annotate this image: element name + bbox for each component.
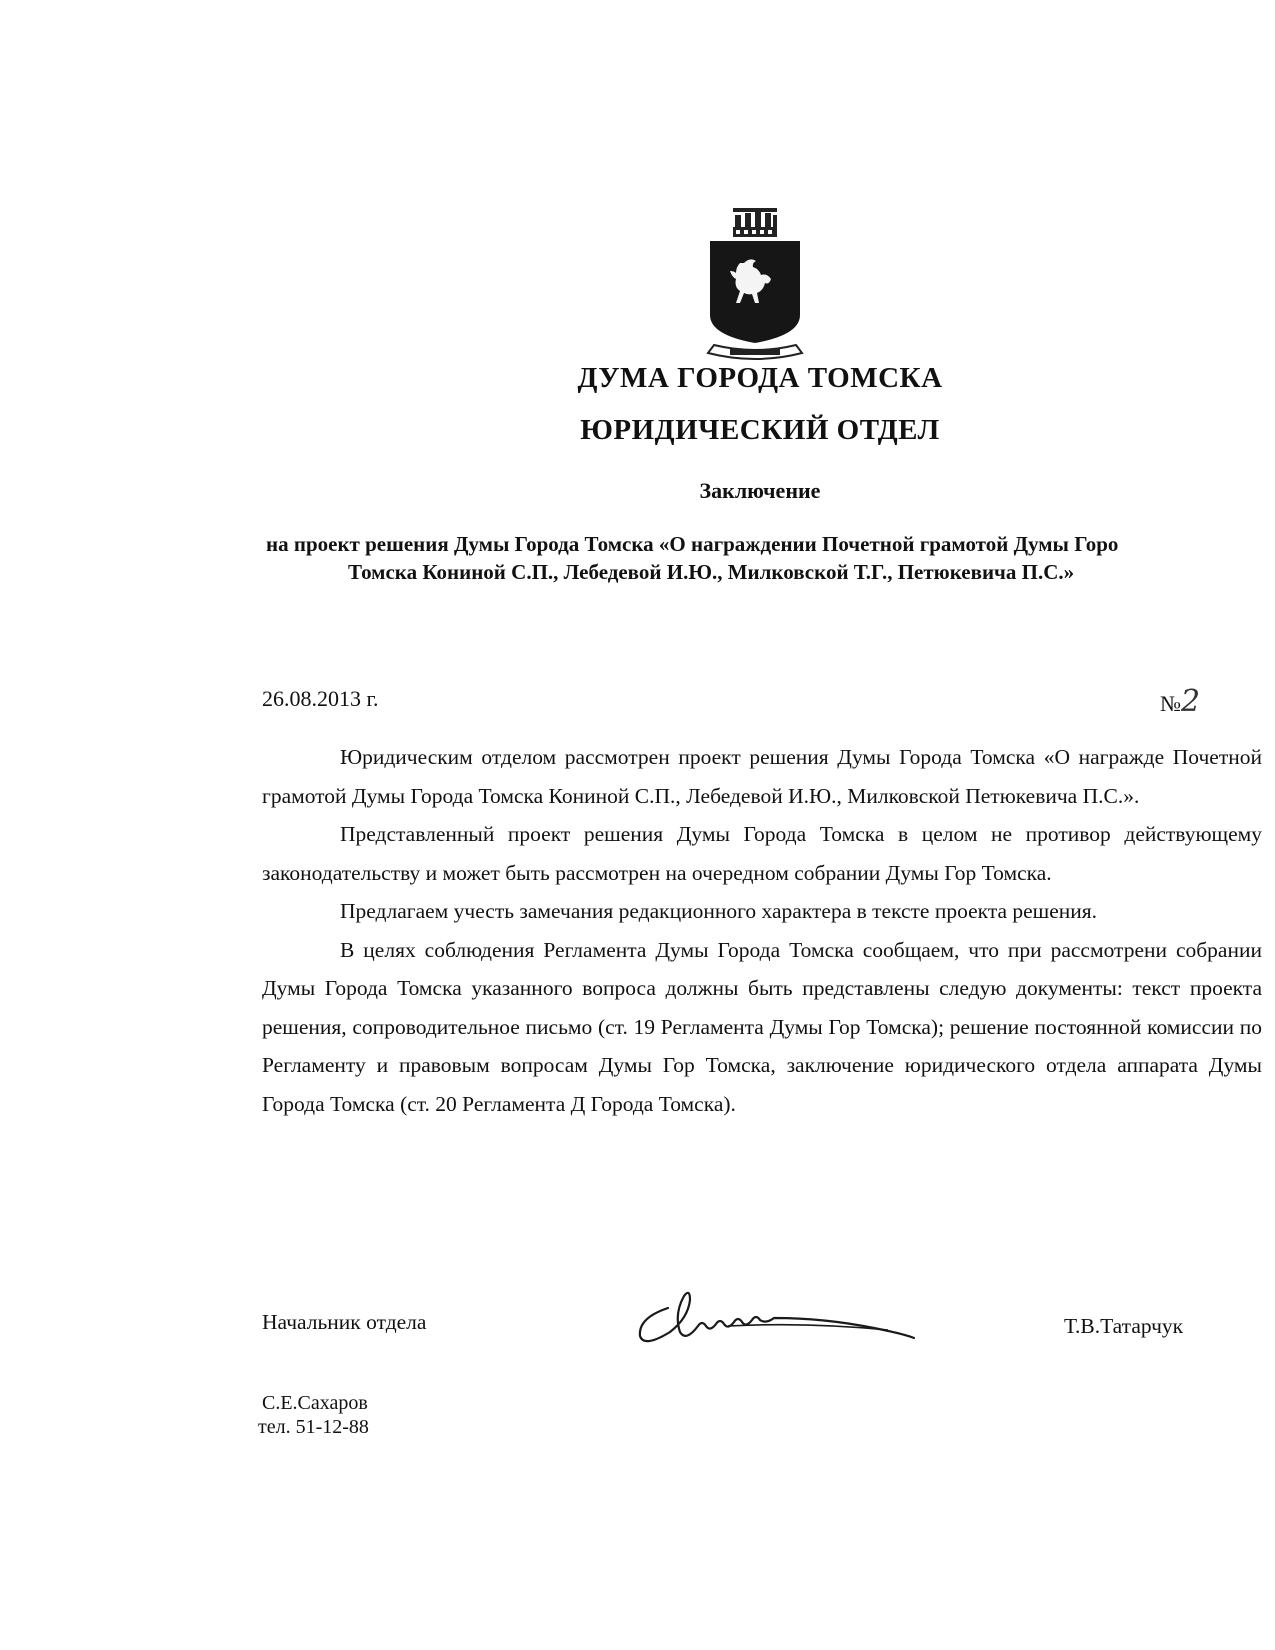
body-paragraph: Представленный проект решения Думы Города Томска в целом не противор действующему законодательству и может быть рассмотрен на очередном собрании Думы Гор Томска. xyxy=(262,822,1262,885)
signer-title: Начальник отдела xyxy=(262,1310,427,1334)
document-number-label: № xyxy=(1160,691,1181,716)
body-paragraph: В целях соблюдения Регламента Думы Города Томска сообщаем, что при рассмотрени собрании Думы Города Томска указанного вопроса должны быть представлены следую документы: текст проекта решения, сопроводительное письмо (ст. 19 Регламента Думы Гор Томска); решение постоянной комиссии по Регламенту и правовым вопросам Думы Гор Томска, заключение юридического отдела аппарата Думы Города Томска (ст. 20 Регламента Д Города Томска). xyxy=(262,937,1262,1116)
document-date: 26.08.2013 г. xyxy=(262,686,379,711)
signer-name: Т.В.Татарчук xyxy=(1064,1314,1184,1338)
document-body xyxy=(262,738,1262,1123)
executor-name: С.Е.Сахаров xyxy=(262,1392,368,1414)
document-number-value: 2 xyxy=(1181,684,1201,719)
coat-of-arms-icon xyxy=(700,205,810,370)
body-paragraph: Предлагаем учесть замечания редакционного характера в тексте проекта решения. xyxy=(340,899,1098,923)
handwritten-signature xyxy=(628,1278,968,1350)
executor-phone: тел. 51-12-88 xyxy=(258,1416,369,1438)
body-paragraph: Юридическим отделом рассмотрен проект решения Думы Города Томска «О награжде Почетной грамотой Думы Города Томска Кониной С.П., Лебедевой И.Ю., Милковской Петюкевича П.С.». xyxy=(262,745,1262,808)
document-type: Заключение xyxy=(699,478,821,503)
organization-title: ДУМА ГОРОДА ТОМСКА xyxy=(577,362,943,394)
document-subject-line-1: на проект решения Думы Города Томска «О награждении Почетной грамотой Думы Горо xyxy=(266,532,1119,556)
document-number xyxy=(1160,684,1200,719)
document-subject-line-2: Томска Кониной С.П., Лебедевой И.Ю., Милковской Т.Г., Петюкевича П.С.» xyxy=(348,560,1075,584)
department-title: ЮРИДИЧЕСКИЙ ОТДЕЛ xyxy=(580,414,940,446)
